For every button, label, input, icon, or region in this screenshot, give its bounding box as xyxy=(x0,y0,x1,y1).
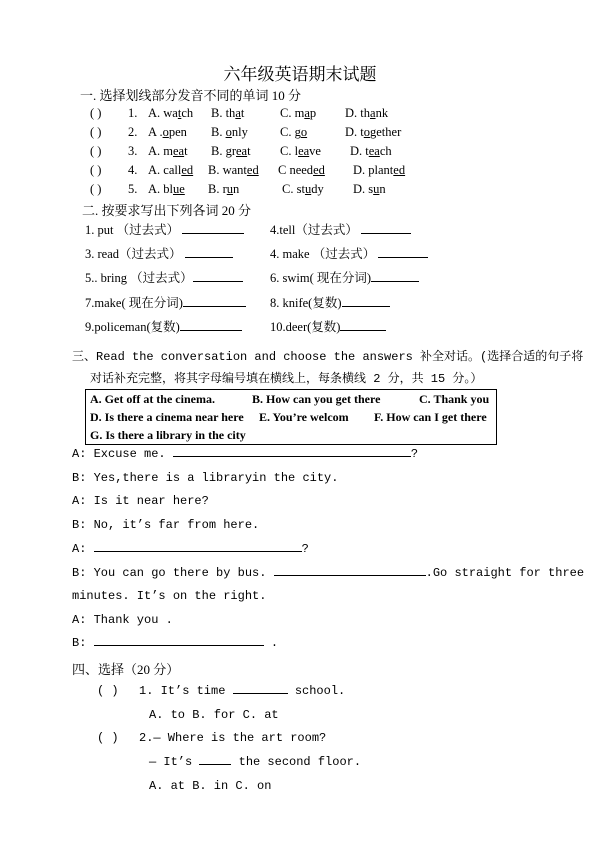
option-e: E. You’re welcom xyxy=(259,410,349,424)
part3-heading: 三、Read the conversation and choose the answers 补全对话。(选择合适的句子将 xyxy=(72,350,584,364)
option-b: B. only xyxy=(211,125,248,139)
option-a: A. Get off at the cinema. xyxy=(90,392,215,406)
option-c: C. leave xyxy=(280,144,321,158)
dialog-line-1: A: Excuse me. ? xyxy=(72,447,419,461)
answer-options-box xyxy=(85,389,497,445)
word-item-5: 5.. bring （过去式） xyxy=(85,268,243,286)
option-c: C needed xyxy=(278,163,325,177)
option-b: B. How can you get there xyxy=(252,392,381,406)
dialog-line-2: B: Yes,there is a libraryin the city. xyxy=(72,471,339,485)
dialog-line-4: B: No, it’s far from here. xyxy=(72,518,260,532)
question-number: 1. xyxy=(128,106,138,120)
option-d: D. together xyxy=(345,125,402,139)
word-item-3: 3. read（过去式） xyxy=(85,244,233,262)
option-d: D. sun xyxy=(353,182,386,196)
answer-blank[interactable] xyxy=(94,645,264,646)
option-a: A. called xyxy=(148,163,194,177)
option-c: C. Thank you xyxy=(419,392,490,406)
answer-paren[interactable]: ( ) xyxy=(90,163,102,177)
option-c: C. map xyxy=(280,106,317,120)
answer-blank[interactable] xyxy=(199,764,231,765)
answer-paren[interactable]: ( ) xyxy=(90,106,102,120)
option-a: A. watch xyxy=(148,106,194,120)
option-b: B. wanted xyxy=(208,163,259,177)
answer-blank[interactable] xyxy=(342,306,390,307)
dialog-line-9: B: . xyxy=(72,636,279,650)
answer-blank[interactable] xyxy=(183,306,246,307)
answer-blank[interactable] xyxy=(361,233,411,234)
answer-blank[interactable] xyxy=(340,330,386,331)
option-d: D. planted xyxy=(353,163,406,177)
word-item-8: 8. knife(复数) xyxy=(270,293,390,311)
word-item-9: 9.policeman(复数) xyxy=(85,317,242,335)
word-item-1: 1. put （过去式） xyxy=(85,220,244,238)
question-number: 5. xyxy=(128,182,138,196)
part4-heading: 四、选择（20 分） xyxy=(72,662,180,677)
answer-blank[interactable] xyxy=(193,281,243,282)
q2-line2: — It’s the second floor. xyxy=(149,755,362,769)
q2-text: 2.— Where is the art room? xyxy=(139,731,327,745)
answer-blank[interactable] xyxy=(378,257,428,258)
q1-options: A. to B. for C. at xyxy=(149,708,279,722)
dialog-line-7: minutes. It’s on the right. xyxy=(72,589,267,603)
option-g: G. Is there a library in the city xyxy=(90,428,246,442)
word-item-7: 7.make( 现在分词) xyxy=(85,293,246,311)
option-f: F. How can I get there xyxy=(374,410,487,424)
question-number: 3. xyxy=(128,144,138,158)
option-b: B. run xyxy=(208,182,240,196)
answer-blank[interactable] xyxy=(94,551,302,552)
option-b: B. that xyxy=(211,106,245,120)
option-b: B. great xyxy=(211,144,251,158)
answer-blank[interactable] xyxy=(182,233,244,234)
q2-answer-paren[interactable]: ( ) xyxy=(97,731,119,745)
q1-text: 1. It’s time school. xyxy=(139,684,346,698)
q2-options: A. at B. in C. on xyxy=(149,779,272,793)
answer-paren[interactable]: ( ) xyxy=(90,125,102,139)
answer-blank[interactable] xyxy=(371,281,419,282)
option-d: D. teach xyxy=(350,144,392,158)
answer-blank[interactable] xyxy=(173,456,411,457)
dialog-line-3: A: Is it near here? xyxy=(72,494,209,508)
answer-blank[interactable] xyxy=(185,257,233,258)
dialog-line-6: B: You can go there by bus. .Go straight for three xyxy=(72,566,585,580)
option-d: D. Is there a cinema near here xyxy=(90,410,244,424)
answer-blank[interactable] xyxy=(180,330,242,331)
option-c: C. go xyxy=(280,125,308,139)
dialog-line-5: A: ? xyxy=(72,542,309,556)
word-item-4: 4. make （过去式） xyxy=(270,244,428,262)
option-d: D. thank xyxy=(345,106,389,120)
option-a: A .open xyxy=(148,125,187,139)
part1-heading: 一. 选择划线部分发音不同的单词 10 分 xyxy=(80,88,302,103)
dialog-line-8: A: Thank you . xyxy=(72,613,173,627)
word-item-2: 4.tell（过去式） xyxy=(270,220,411,238)
question-number: 2. xyxy=(128,125,138,139)
word-item-6: 6. swim( 现在分词) xyxy=(270,268,419,286)
page-title: 六年级英语期末试题 xyxy=(223,65,377,84)
q1-answer-paren[interactable]: ( ) xyxy=(97,684,119,698)
answer-blank[interactable] xyxy=(233,693,288,694)
option-c: C. study xyxy=(282,182,324,196)
option-a: A. meat xyxy=(148,144,188,158)
question-number: 4. xyxy=(128,163,138,177)
answer-blank[interactable] xyxy=(274,575,426,576)
word-item-10: 10.deer(复数) xyxy=(270,317,386,335)
answer-paren[interactable]: ( ) xyxy=(90,182,102,196)
answer-paren[interactable]: ( ) xyxy=(90,144,102,158)
part2-heading: 二. 按要求写出下列各词 20 分 xyxy=(82,203,252,218)
part3-heading-line2: 对话补充完整，将其字母编号填在横线上，每条横线 2 分，共 15 分。） xyxy=(90,372,483,386)
option-a: A. blue xyxy=(148,182,185,196)
